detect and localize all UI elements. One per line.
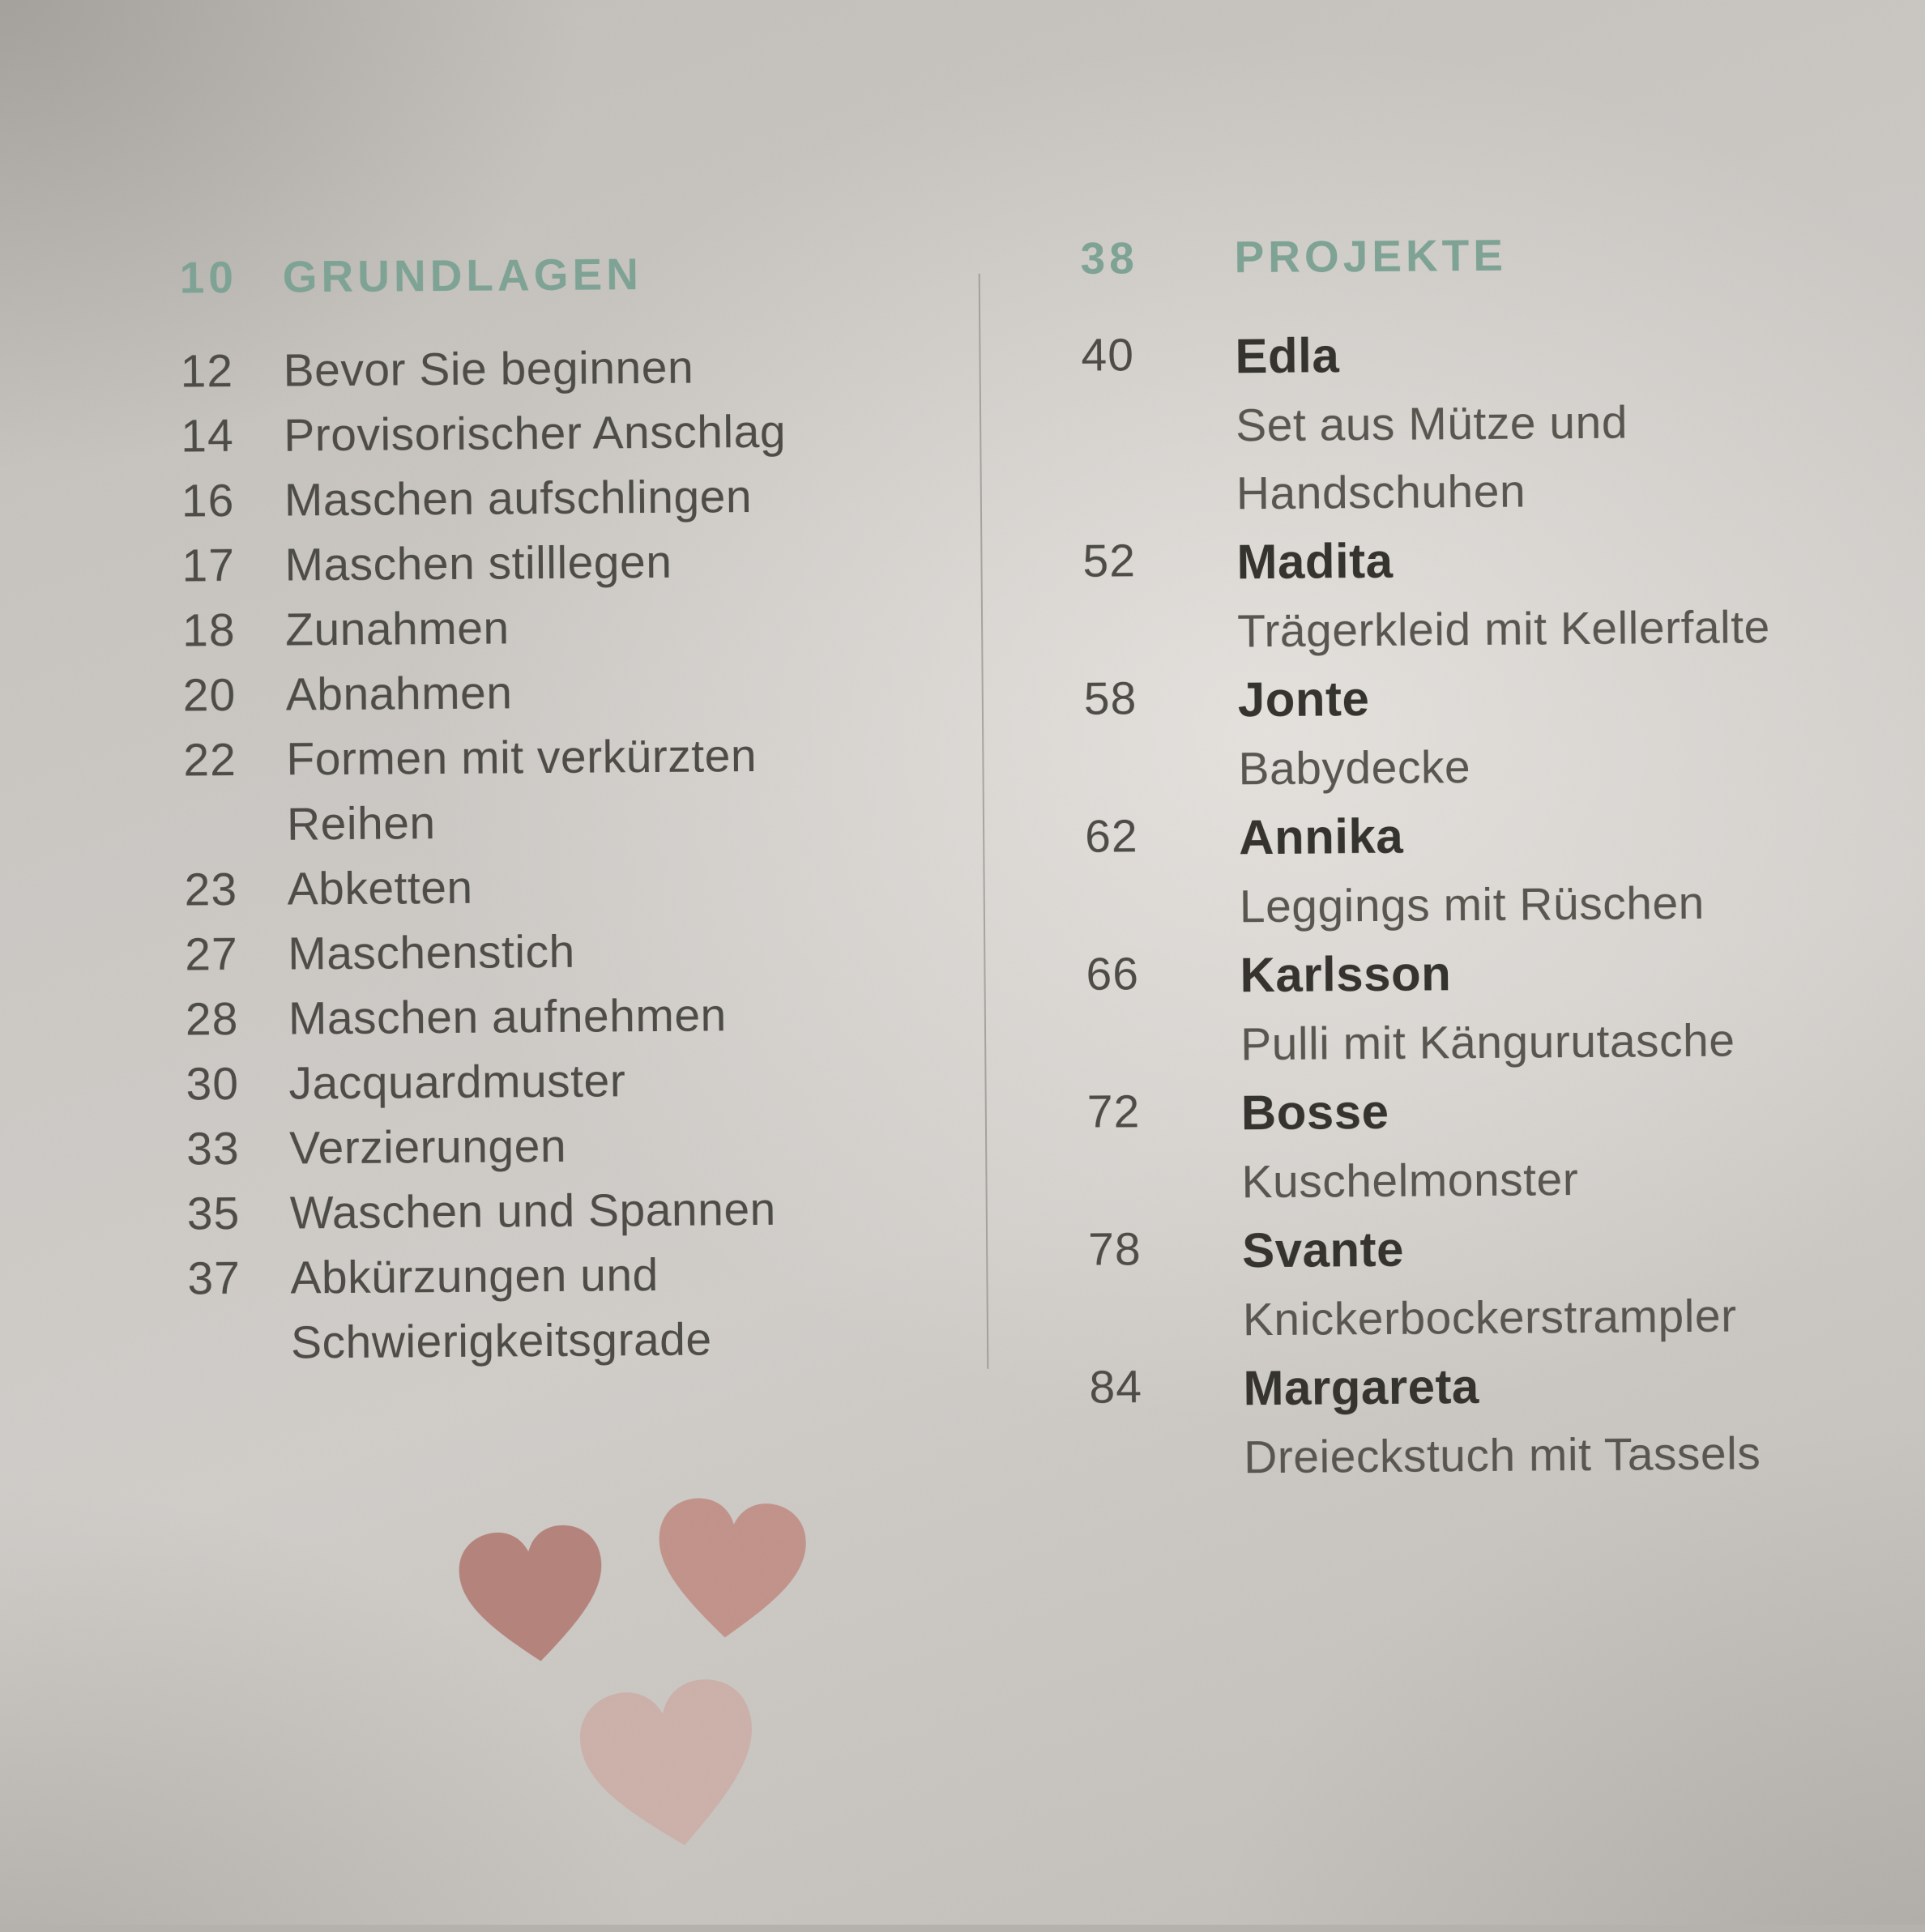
page-number: 28 <box>185 993 239 1046</box>
section-page-number: 10 <box>179 252 238 303</box>
chapter-label: Maschen aufnehmen <box>288 989 727 1045</box>
chapter-label: Provisorischer Anschlag <box>283 405 787 462</box>
project-subtitle: Leggings mit Rüschen <box>1239 876 1705 933</box>
page-number: 62 <box>1084 810 1138 863</box>
project-name: Margareta <box>1243 1359 1480 1416</box>
project-subtitle: Dreieckstuch mit Tassels <box>1243 1427 1761 1484</box>
chapter-label: Jacquardmuster <box>288 1055 626 1110</box>
project-name: Madita <box>1236 533 1394 590</box>
project-name: Edla <box>1235 328 1340 384</box>
heart-icon <box>561 1662 783 1873</box>
heart-shape <box>455 1521 612 1670</box>
toc-row <box>186 982 818 1051</box>
page-number: 72 <box>1086 1085 1141 1138</box>
heart-icon <box>445 1514 622 1680</box>
toc-project-row <box>1082 522 1877 667</box>
section-title: GRUNDLAGEN <box>282 249 643 302</box>
toc-project-row <box>1081 317 1876 529</box>
toc-row <box>184 852 817 922</box>
page-number: 35 <box>186 1188 241 1240</box>
toc-row <box>181 399 813 468</box>
chapter-label: Maschenstich <box>288 925 576 980</box>
toc-column-projekte <box>1080 220 1884 1493</box>
page-number: 16 <box>181 475 235 527</box>
chapter-label: Maschen stilllegen <box>284 535 672 591</box>
toc-row <box>186 1111 819 1181</box>
toc-column-grundlagen <box>179 240 820 1375</box>
toc-row <box>181 463 814 533</box>
toc-row <box>185 917 817 987</box>
page-number: 78 <box>1087 1223 1142 1276</box>
heart-shape <box>651 1495 809 1644</box>
chapter-label: Zunahmen <box>284 602 510 656</box>
project-subtitle: Babydecke <box>1238 741 1471 795</box>
project-subtitle: Knickerbockerstrampler <box>1242 1290 1737 1346</box>
project-subtitle: Pulli mit Kängurutasche <box>1240 1014 1735 1071</box>
page-number: 18 <box>181 604 236 657</box>
page-number: 23 <box>184 864 238 916</box>
toc-row <box>186 1047 818 1116</box>
chapter-label: Abketten <box>287 861 473 915</box>
section-page-number: 38 <box>1080 232 1138 284</box>
page-number: 84 <box>1089 1361 1143 1414</box>
page-number: 33 <box>186 1123 240 1175</box>
toc-project-row <box>1085 798 1880 942</box>
page-number: 58 <box>1083 672 1138 725</box>
toc-row <box>180 334 813 403</box>
page-number: 22 <box>183 734 237 787</box>
project-name: Svante <box>1241 1222 1405 1278</box>
toc-project-row <box>1089 1349 1884 1493</box>
project-name: Annika <box>1238 808 1404 865</box>
chapter-label: Abnahmen <box>285 667 513 721</box>
chapter-label: Verzierungen <box>288 1120 567 1175</box>
chapter-label: Bevor Sie beginnen <box>283 341 694 397</box>
toc-project-row <box>1086 936 1880 1080</box>
toc-row <box>182 658 815 727</box>
page-number: 40 <box>1081 329 1135 382</box>
project-name: Jonte <box>1237 672 1370 727</box>
toc-project-row <box>1087 1073 1882 1218</box>
page-number: 12 <box>180 345 234 398</box>
toc-row <box>181 528 814 598</box>
project-name: Karlsson <box>1240 946 1452 1003</box>
project-subtitle: Trägerkleid mit Kellerfalte <box>1236 601 1771 658</box>
section-title: PROJEKTE <box>1234 229 1508 283</box>
chapter-label: Abkürzungen und Schwierigkeitsgrade <box>290 1248 712 1369</box>
project-subtitle: Kuschelmonster <box>1241 1154 1579 1209</box>
toc-row <box>183 723 816 857</box>
toc-project-row <box>1084 660 1879 804</box>
page-number: 30 <box>186 1058 240 1111</box>
column-divider <box>979 274 989 1369</box>
page-number: 17 <box>181 540 236 592</box>
page-number: 14 <box>180 410 234 463</box>
project-name: Bosse <box>1240 1084 1389 1141</box>
section-heading-grundlagen <box>179 240 812 309</box>
page-number: 52 <box>1082 535 1137 587</box>
heart-icon <box>641 1487 819 1654</box>
toc-row <box>186 1176 819 1246</box>
toc-row <box>187 1241 820 1375</box>
chapter-label: Waschen und Spannen <box>289 1183 776 1239</box>
chapter-label: Formen mit verkürzten Reihen <box>286 729 758 851</box>
toc-row <box>182 593 815 663</box>
project-subtitle: Set aus Mütze und Handschuhen <box>1235 396 1628 520</box>
section-heading-projekte <box>1080 220 1875 291</box>
toc-project-row <box>1088 1211 1883 1355</box>
page-number: 20 <box>182 669 237 722</box>
page-number: 66 <box>1086 948 1140 1000</box>
page-number: 37 <box>187 1252 241 1305</box>
heart-shape <box>573 1673 770 1860</box>
page-number: 27 <box>185 928 238 981</box>
chapter-label: Maschen aufschlingen <box>284 471 753 527</box>
